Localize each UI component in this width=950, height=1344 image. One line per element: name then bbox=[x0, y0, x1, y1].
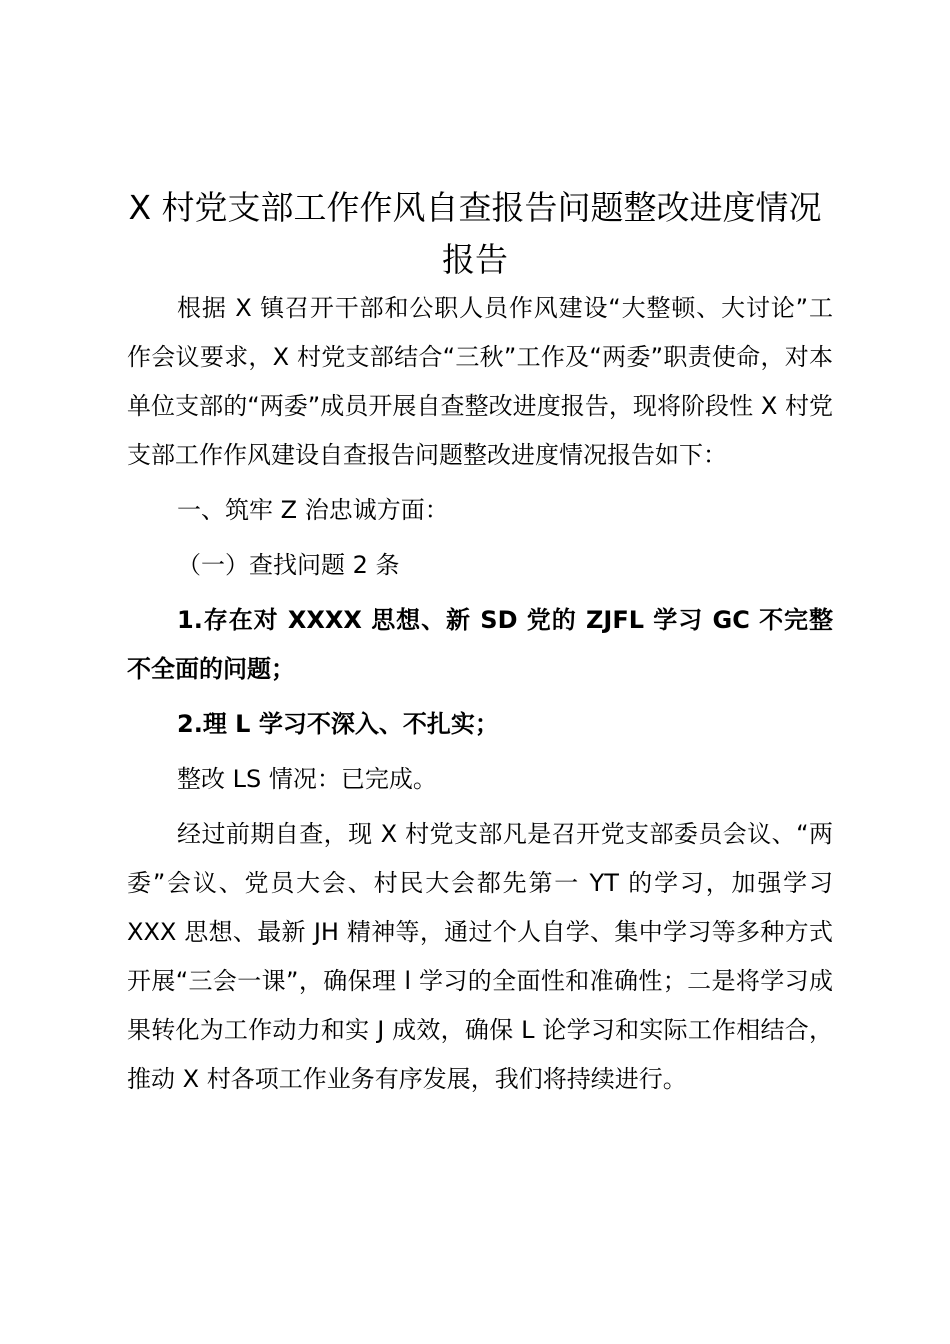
intro-paragraph: 根据 X 镇召开干部和公职人员作风建设“大整顿、大讨论”工作会议要求，X 村党支部结合“三秋”工作及“两委”职责使命，对本单位支部的“两委”成员开展自查整改进度报告，现将阶段性 X 村党支部工作作风建设自查报告问题整改进度情况报告如下： bbox=[127, 294, 833, 469]
subsection-heading: （一）查找问题 2 条 bbox=[177, 551, 400, 579]
problem-item-2: 2.理 L 学习不深入、不扎实； bbox=[177, 710, 499, 738]
document-body bbox=[127, 284, 833, 1110]
problem-item-1: 1.存在对 XXXX 思想、新 SD 党的 ZJFL 学习 GC 不完整不全面的问题； bbox=[127, 606, 833, 683]
document-title: X 村党支部工作作风自查报告问题整改进度情况报告 bbox=[128, 188, 822, 279]
rectification-status: 整改 LS 情况：已完成。 bbox=[177, 765, 437, 793]
rectification-details: 经过前期自查，现 X 村党支部凡是召开党支部委员会议、“两委”会议、党员大会、村民大会都先第一 YT 的学习，加强学习 XXX 思想、最新 JH 精神等，通过个人自学、集中学习等多种方式开展“三会一课”，确保理 l 学习的全面性和准确性；二是将学习成果转化为工作动力和实 J 成效，确保 L 论学习和实际工作相结合，推动 X 村各项工作业务有序发展，我们将持续进行。 bbox=[127, 820, 833, 1093]
section-heading: 一、筑牢 Z 治忠诚方面： bbox=[177, 496, 449, 524]
